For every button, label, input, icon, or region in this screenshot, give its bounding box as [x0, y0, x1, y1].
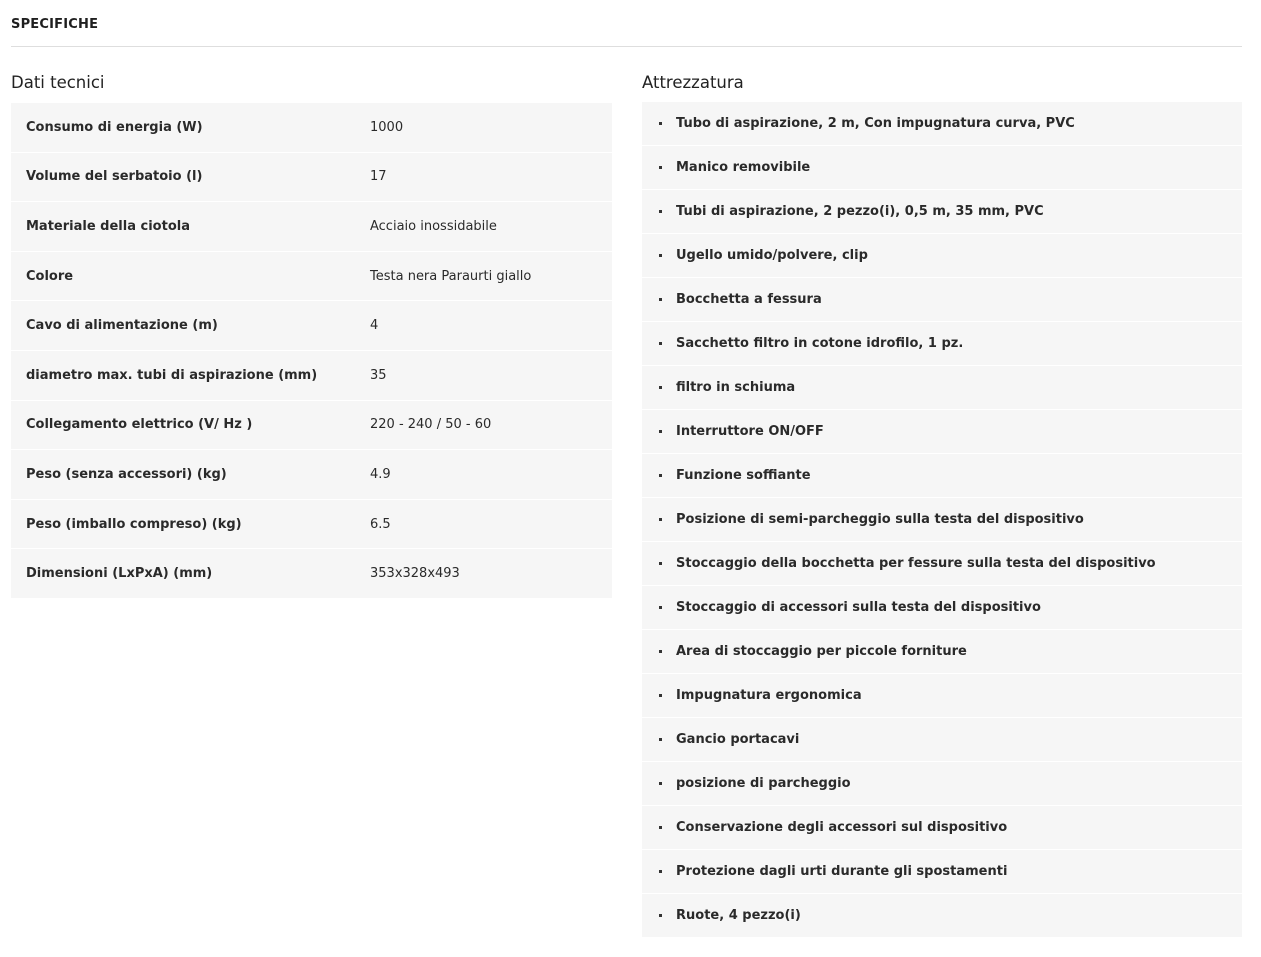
- spec-label: Peso (senza accessori) (kg): [26, 466, 227, 482]
- equipment-item: [642, 454, 1242, 498]
- spec-value: 35: [370, 367, 387, 383]
- equipment-item: [642, 498, 1242, 542]
- spec-row: [11, 401, 612, 451]
- equipment-item: [642, 234, 1242, 278]
- equipment-item-label: posizione di parcheggio: [676, 776, 851, 791]
- spec-value: 353x328x493: [370, 566, 460, 582]
- spec-label: Volume del serbatoio (l): [26, 169, 203, 185]
- bullet-icon: [659, 562, 662, 565]
- technical-data-table: [11, 103, 612, 599]
- equipment-item: [642, 762, 1242, 806]
- bullet-icon: [659, 386, 662, 389]
- bullet-icon: [659, 870, 662, 873]
- equipment-item-label: Stoccaggio della bocchetta per fessure sulla testa del dispositivo: [676, 556, 1156, 571]
- spec-row: [11, 351, 612, 401]
- spec-label: Dimensioni (LxPxA) (mm): [26, 566, 213, 582]
- bullet-icon: [659, 474, 662, 477]
- equipment-item-label: Funzione soffiante: [676, 468, 811, 483]
- bullet-icon: [659, 122, 662, 125]
- bullet-icon: [659, 166, 662, 169]
- equipment-item-label: Bocchetta a fessura: [676, 292, 822, 307]
- spec-value: Testa nera Paraurti giallo: [370, 268, 532, 284]
- equipment-item-label: Ruote, 4 pezzo(i): [676, 908, 801, 923]
- spec-value: 4.9: [370, 466, 391, 482]
- bullet-icon: [659, 650, 662, 653]
- bullet-icon: [659, 694, 662, 697]
- section-divider: [11, 46, 1242, 47]
- technical-data-heading: Dati tecnici: [11, 73, 105, 92]
- equipment-item-label: Ugello umido/polvere, clip: [676, 248, 868, 263]
- spec-value: Acciaio inossidabile: [370, 218, 497, 234]
- spec-label: diametro max. tubi di aspirazione (mm): [26, 367, 318, 383]
- spec-row: [11, 202, 612, 252]
- spec-row: [11, 103, 612, 153]
- spec-row: [11, 549, 612, 599]
- equipment-item: [642, 542, 1242, 586]
- spec-value: 4: [370, 318, 379, 334]
- spec-value: 6.5: [370, 516, 391, 532]
- spec-label: Materiale della ciotola: [26, 218, 190, 234]
- equipment-item: [642, 278, 1242, 322]
- bullet-icon: [659, 738, 662, 741]
- equipment-item: [642, 718, 1242, 762]
- equipment-item-label: Impugnatura ergonomica: [676, 688, 862, 703]
- bullet-icon: [659, 606, 662, 609]
- equipment-item-label: Conservazione degli accessori sul dispositivo: [676, 820, 1008, 835]
- equipment-item: [642, 190, 1242, 234]
- equipment-item: [642, 102, 1242, 146]
- equipment-item-label: Protezione dagli urti durante gli spostamenti: [676, 864, 1008, 879]
- equipment-item: [642, 630, 1242, 674]
- equipment-item: [642, 322, 1242, 366]
- spec-row: [11, 500, 612, 550]
- spec-label: Colore: [26, 268, 74, 284]
- spec-row: [11, 153, 612, 203]
- bullet-icon: [659, 342, 662, 345]
- equipment-item-label: Posizione di semi-parcheggio sulla testa del dispositivo: [676, 512, 1084, 527]
- equipment-list: [642, 102, 1242, 938]
- equipment-item-label: Tubo di aspirazione, 2 m, Con impugnatura curva, PVC: [676, 116, 1075, 131]
- spec-value: 220 - 240 / 50 - 60: [370, 417, 492, 433]
- equipment-item: [642, 146, 1242, 190]
- equipment-item: [642, 850, 1242, 894]
- equipment-item-label: Interruttore ON/OFF: [676, 424, 824, 439]
- spec-label: Cavo di alimentazione (m): [26, 318, 218, 334]
- equipment-item: [642, 806, 1242, 850]
- equipment-item-label: Gancio portacavi: [676, 732, 800, 747]
- equipment-item: [642, 894, 1242, 938]
- spec-row: [11, 450, 612, 500]
- bullet-icon: [659, 430, 662, 433]
- equipment-item: [642, 410, 1242, 454]
- bullet-icon: [659, 210, 662, 213]
- equipment-heading: Attrezzatura: [642, 73, 744, 92]
- equipment-item-label: Stoccaggio di accessori sulla testa del dispositivo: [676, 600, 1041, 615]
- equipment-item: [642, 366, 1242, 410]
- equipment-item: [642, 586, 1242, 630]
- spec-label: Consumo di energia (W): [26, 119, 203, 135]
- bullet-icon: [659, 518, 662, 521]
- equipment-item-label: Tubi di aspirazione, 2 pezzo(i), 0,5 m, 35 mm, PVC: [676, 204, 1044, 219]
- spec-label: Collegamento elettrico (V/ Hz ): [26, 417, 253, 433]
- bullet-icon: [659, 826, 662, 829]
- bullet-icon: [659, 254, 662, 257]
- equipment-item-label: filtro in schiuma: [676, 380, 796, 395]
- bullet-icon: [659, 298, 662, 301]
- spec-row: [11, 252, 612, 302]
- equipment-item-label: Manico removibile: [676, 160, 811, 175]
- spec-value: 17: [370, 169, 387, 185]
- spec-row: [11, 301, 612, 351]
- spec-label: Peso (imballo compreso) (kg): [26, 516, 242, 532]
- equipment-item-label: Area di stoccaggio per piccole forniture: [676, 644, 967, 659]
- section-title: SPECIFICHE: [11, 17, 99, 32]
- spec-value: 1000: [370, 119, 404, 135]
- equipment-item-label: Sacchetto filtro in cotone idrofilo, 1 pz.: [676, 336, 964, 351]
- bullet-icon: [659, 914, 662, 917]
- equipment-item: [642, 674, 1242, 718]
- bullet-icon: [659, 782, 662, 785]
